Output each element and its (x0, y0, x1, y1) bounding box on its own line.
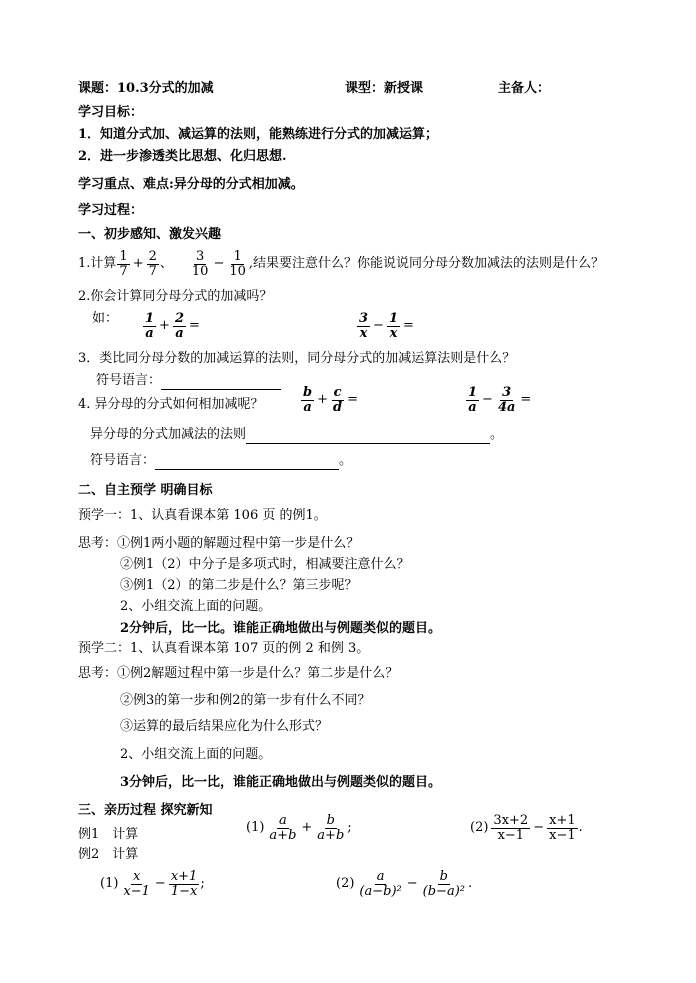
question-4: 4. 异分母的分式如何相加减呢？ (78, 397, 264, 412)
goal-item-2: 2．进一步渗透类比思想、化归思想. (78, 149, 287, 164)
example-2-part-2: (2) $\frac{a}{\text{(a−b)²}}$ − $\frac{b}{\text{(b−a)²}}$ . (336, 868, 473, 899)
fraction-1-7: $\frac{1}{7}$ (119, 248, 128, 279)
expr-1a-minus-3-4a: $\frac{1}{a}$ − $\frac{3}{4a}$ = (468, 384, 532, 415)
question-1 (78, 244, 604, 284)
q1-suffix: ,结果要注意什么？你能说说同分母分数加减法的法则是什么？ (248, 256, 605, 271)
fraction-2-7: $\frac{2}{7}$ (148, 248, 157, 279)
part1-title: 一、初步感知、激发兴趣 (78, 227, 222, 242)
process-title: 学习过程： (78, 203, 144, 218)
fraction-3-10: $\frac{3}{10}$ (191, 248, 209, 279)
expr-b-a-plus-c-d: $\frac{b}{a}$ + $\frac{c}{d}$ = (303, 384, 358, 415)
lesson-topic: 课题：10.3分式的加减 (78, 81, 214, 96)
example-1-part-2: (2) $\frac{3x+2}{x-1}$ − $\frac{x+1}{x-1}$ . (470, 812, 583, 843)
think-2c: ③运算的最后结果应化为什么形式？ (120, 719, 329, 734)
think-1d: 2、小组交流上面的问题。 (120, 599, 272, 614)
plus-sign: + (132, 256, 144, 271)
example-1-part-1: (1) $\frac{a}{a+b}$ + $\frac{b}{a+b}$ ; (246, 812, 352, 843)
lesson-preparer: 主备人： (498, 81, 551, 96)
rule-line: 异分母的分式加减法的法则 。 (90, 427, 504, 442)
expr-1a-plus-2a: $\frac{1}{a}$ + $\frac{2}{a}$ = (145, 310, 200, 341)
q1-separator: 、 (159, 256, 173, 271)
expr-3x-minus-1x: $\frac{3}{x}$ − $\frac{1}{x}$ = (359, 310, 414, 341)
example-2-part-1: (1) $\frac{x}{x-1}$ − $\frac{x+1}{1-x}$ ; (100, 868, 205, 899)
symbol-line: 符号语言： 。 (90, 453, 353, 468)
q1-prefix: 1.计算 (78, 256, 117, 271)
lesson-type: 课型：新授课 (345, 81, 424, 96)
focus-line: 学习重点、难点:异分母的分式相加减。 (78, 177, 304, 192)
question-2: 2.你会计算同分母分式的加减吗？ (78, 289, 273, 304)
think-1a: 思考：①例1两小题的解题过程中第一步是什么？ (78, 536, 360, 551)
think-2e: 3分钟后，比一比，谁能正确地做出与例题类似的题目。 (120, 775, 442, 790)
pre-study-2: 预学二：1、认真看课本第 107 页的例 2 和例 3。 (78, 641, 370, 656)
example-1-label: 例1 计算 (78, 827, 139, 842)
part3-title: 三、亲历过程 探究新知 (78, 803, 213, 818)
part2-title: 二、自主预学 明确目标 (78, 483, 213, 498)
goal-item-1: 1．知道分式加、减运算的法则，能熟练进行分式的加减运算； (78, 127, 439, 142)
q3-symbol-line: 符号语言： (96, 372, 281, 390)
think-1e: 2分钟后，比一比。谁能正确地做出与例题类似的题目。 (120, 621, 442, 636)
think-1c: ③例1（2）的第二步是什么？第三步呢？ (120, 578, 358, 593)
think-2a: 思考：①例2解题过程中第一步是什么？第二步是什么？ (78, 666, 399, 681)
fraction-1-10: $\frac{1}{10}$ (229, 248, 246, 279)
pre-study-1: 预学一：1、认真看课本第 106 页 的例1。 (78, 508, 327, 523)
think-2b: ②例3的第一步和例2的第一步有什么不同？ (120, 693, 371, 708)
think-2d: 2、小组交流上面的问题。 (120, 747, 272, 762)
think-1b: ②例1（2）中分子是多项式时，相减要注意什么？ (120, 557, 410, 572)
goals-title: 学习目标： (78, 105, 144, 120)
example-label: 如： (92, 311, 119, 326)
minus-sign: − (213, 256, 225, 271)
question-3: 3．类比同分母分数的加减运算的法则，同分母分式的加减运算法则是什么？ (78, 351, 516, 366)
example-2-label: 例2 计算 (78, 847, 139, 862)
